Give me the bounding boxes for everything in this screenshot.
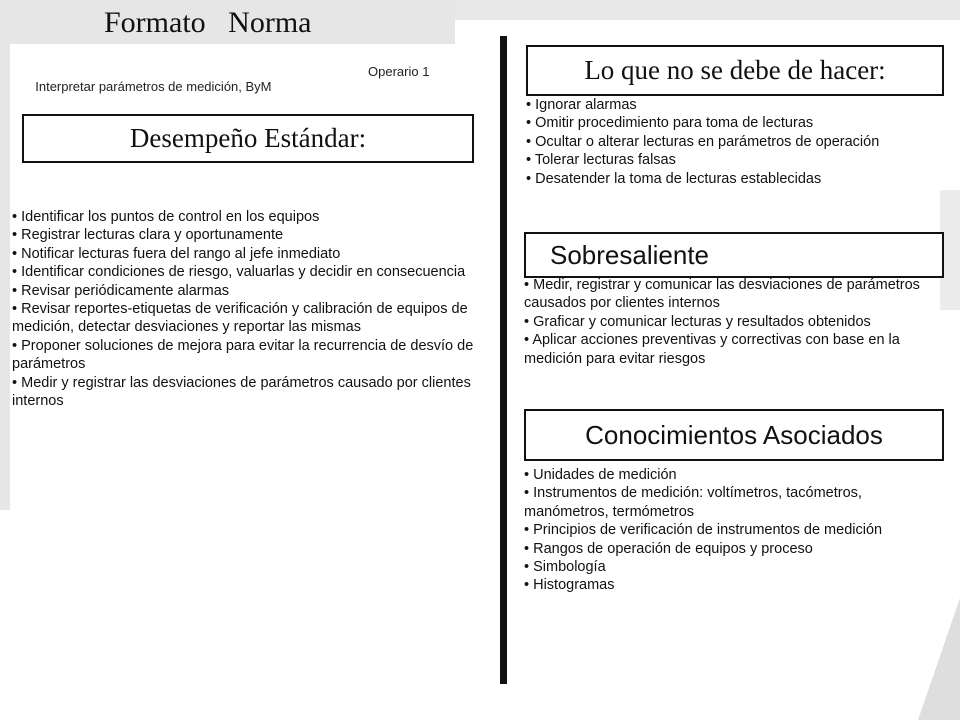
subtitle-topic: Interpretar parámetros de medición, ByM xyxy=(35,79,272,94)
standard-performance-heading-text: Desempeño Estándar: xyxy=(129,123,367,153)
list-item: • Identificar los puntos de control en los equipos xyxy=(12,208,492,226)
dont-heading xyxy=(526,45,944,96)
list-item: • Ocultar o alterar lecturas en parámetros de operación xyxy=(526,133,946,151)
list-item: • Medir y registrar las desviaciones de parámetros causado por clientes internos xyxy=(12,374,492,411)
list-item: • Omitir procedimiento para toma de lecturas xyxy=(526,114,946,132)
list-item: • Revisar reportes-etiquetas de verificación y calibración de equipos de medición, detectar desviaciones y reportar las mismas xyxy=(12,300,492,337)
left-decorative-strip xyxy=(0,44,10,510)
dont-heading-text: Lo que no se debe de hacer: xyxy=(584,55,886,85)
standard-performance-heading xyxy=(22,114,474,163)
top-decorative-strip xyxy=(455,0,960,20)
list-item: • Aplicar acciones preventivas y correctivas con base en la medición para evitar riesgos xyxy=(524,331,944,368)
knowledge-list xyxy=(524,466,944,595)
dont-list xyxy=(526,96,946,188)
list-item: • Desatender la toma de lecturas establecidas xyxy=(526,170,946,188)
document-title: Formato Norma xyxy=(104,6,312,39)
standard-performance-list xyxy=(12,208,492,410)
list-item: • Ignorar alarmas xyxy=(526,96,946,114)
list-item: • Principios de verificación de instrumentos de medición xyxy=(524,521,944,539)
knowledge-heading-text: Conocimientos Asociados xyxy=(585,419,883,450)
list-item: • Instrumentos de medición: voltímetros, tacómetros, manómetros, termómetros xyxy=(524,484,944,521)
list-item: • Histogramas xyxy=(524,576,944,594)
corner-decorative-shape xyxy=(918,598,960,720)
list-item: • Rangos de operación de equipos y proceso xyxy=(524,540,944,558)
list-item: • Proponer soluciones de mejora para evitar la recurrencia de desvío de parámetros xyxy=(12,337,492,374)
list-item: • Graficar y comunicar lecturas y resultados obtenidos xyxy=(524,313,944,331)
document-subtitle xyxy=(28,64,430,109)
knowledge-heading xyxy=(524,409,944,461)
list-item: • Identificar condiciones de riesgo, valuarlas y decidir en consecuencia xyxy=(12,263,492,281)
list-item: • Notificar lecturas fuera del rango al jefe inmediato xyxy=(12,245,492,263)
outstanding-list xyxy=(524,276,944,368)
list-item: • Tolerar lecturas falsas xyxy=(526,151,946,169)
column-divider xyxy=(500,36,507,684)
list-item: • Medir, registrar y comunicar las desviaciones de parámetros causados por clientes internos xyxy=(524,276,944,313)
list-item: • Registrar lecturas clara y oportunamente xyxy=(12,226,492,244)
outstanding-heading-text: Sobresaliente xyxy=(550,239,709,270)
list-item: • Revisar periódicamente alarmas xyxy=(12,282,492,300)
list-item: • Unidades de medición xyxy=(524,466,944,484)
outstanding-heading xyxy=(524,232,944,278)
subtitle-operator: Operario 1 xyxy=(368,64,430,79)
list-item: • Simbología xyxy=(524,558,944,576)
